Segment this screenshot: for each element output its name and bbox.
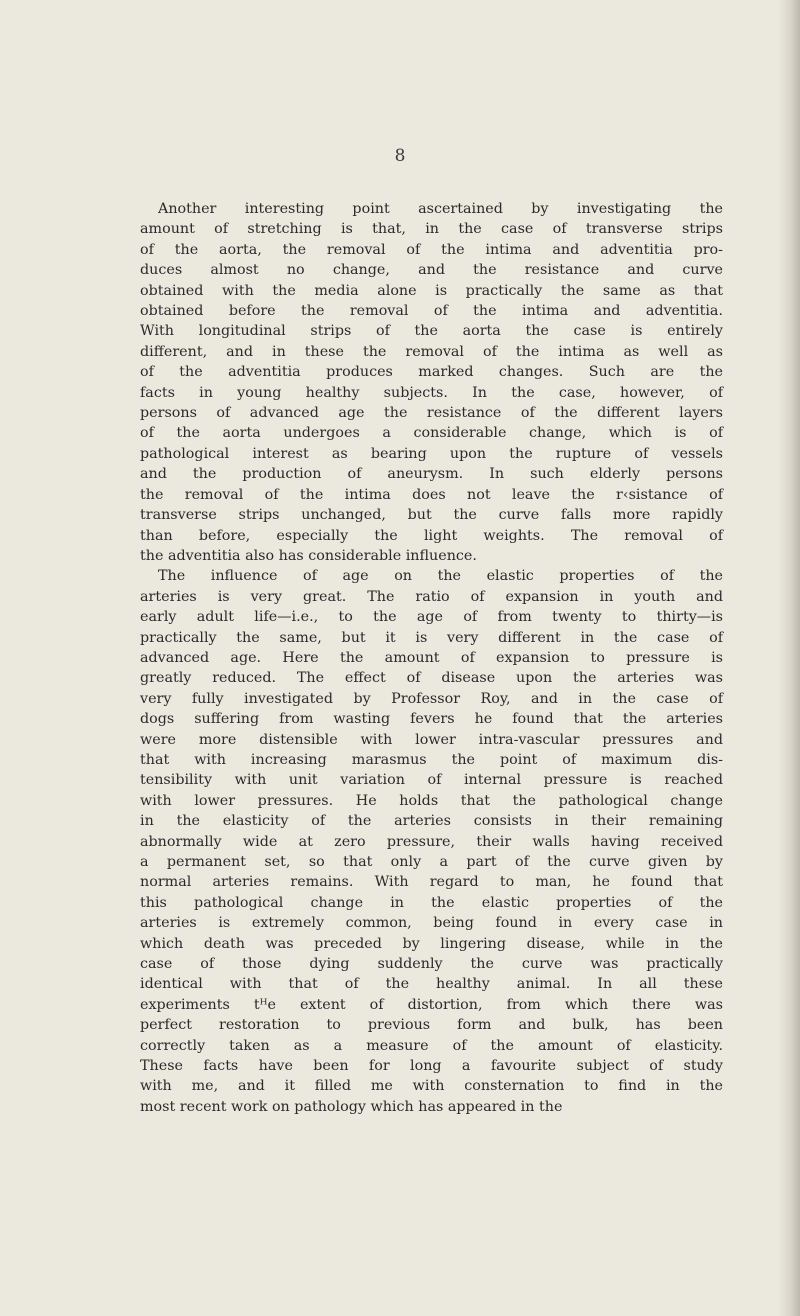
text-line: These facts have been for long a favourite subject of study	[140, 1058, 723, 1075]
text-line: normal arteries remains. With regard to man, he found that	[140, 874, 723, 891]
text-line: the adventitia also has considerable influence.	[140, 547, 477, 564]
text-line: correctly taken as a measure of the amount of elasticity.	[140, 1037, 723, 1054]
page-number: 8	[394, 146, 406, 166]
text-line: and the production of aneurysm. In such elderly persons	[140, 466, 723, 483]
text-line: were more distensible with lower intra-vascular pressures and	[140, 731, 723, 748]
text-line: experiments tᴴe extent of distortion, from which there was	[140, 996, 723, 1013]
text-line: persons of advanced age the resistance of the different layers	[140, 405, 723, 422]
text-line: The influence of age on the elastic properties of the	[158, 568, 723, 585]
text-line: Another interesting point ascertained by investigating the	[158, 201, 723, 217]
text-line: transverse strips unchanged, but the curve falls more rapidly	[140, 507, 723, 524]
text-line: arteries is extremely common, being found in every case in	[140, 915, 723, 932]
text-line: than before, especially the light weights. The removal of	[140, 527, 723, 544]
text-line: obtained before the removal of the intima and adventitia.	[140, 303, 723, 320]
text-line: abnormally wide at zero pressure, their walls having received	[140, 833, 723, 850]
text-line: a permanent set, so that only a part of the curve given by	[140, 854, 723, 870]
text-line: with me, and it filled me with consternation to find in the	[140, 1078, 723, 1095]
text-line: facts in young healthy subjects. In the case, however, of	[140, 384, 723, 401]
text-line: advanced age. Here the amount of expansion to pressure is	[140, 649, 723, 666]
text-line: that with increasing marasmus the point of maximum dis-	[140, 751, 723, 768]
page-edge-shadow	[778, 0, 800, 1316]
text-line: the removal of the intima does not leave the r‹sistance of	[140, 486, 723, 503]
text-line: tensibility with unit variation of internal pressure is reached	[140, 772, 723, 789]
text-line: dogs suffering from wasting fevers he found that the arteries	[140, 711, 723, 728]
text-line: case of those dying suddenly the curve was practically	[140, 956, 723, 973]
text-line: of the aorta, the removal of the intima and adventitia pro-	[140, 241, 723, 258]
text-line: this pathological change in the elastic properties of the	[140, 894, 723, 911]
body-paragraph	[140, 199, 723, 1117]
text-line: arteries is very great. The ratio of expansion in youth and	[140, 588, 723, 605]
text-line: With longitudinal strips of the aorta the case is entirely	[140, 323, 723, 340]
text-line: obtained with the media alone is practically the same as that	[140, 282, 723, 299]
text-line: with lower pressures. He holds that the pathological change	[140, 792, 723, 809]
text-line: practically the same, but it is very different in the case of	[140, 629, 723, 646]
text-line: of the adventitia produces marked changes. Such are the	[140, 364, 723, 381]
text-line: which death was preceded by lingering disease, while in the	[140, 935, 723, 952]
text-line: in the elasticity of the arteries consists in their remaining	[140, 813, 723, 830]
text-line: early adult life—i.e., to the age of from twenty to thirty—is	[140, 609, 723, 626]
text-line: amount of stretching is that, in the case of transverse strips	[140, 221, 723, 238]
text-line: identical with that of the healthy animal. In all these	[140, 976, 723, 993]
text-line: of the aorta undergoes a considerable change, which is of	[140, 425, 723, 442]
text-line: very fully investigated by Professor Roy, and in the case of	[140, 690, 723, 707]
text-line: perfect restoration to previous form and bulk, has been	[140, 1017, 723, 1034]
text-line: most recent work on pathology which has appeared in the	[140, 1098, 563, 1115]
text-line: different, and in these the removal of the intima as well as	[140, 343, 723, 360]
text-line: greatly reduced. The effect of disease upon the arteries was	[140, 670, 723, 687]
text-line: pathological interest as bearing upon the rupture of vessels	[140, 445, 723, 462]
text-line: duces almost no change, and the resistance and curve	[140, 262, 723, 279]
